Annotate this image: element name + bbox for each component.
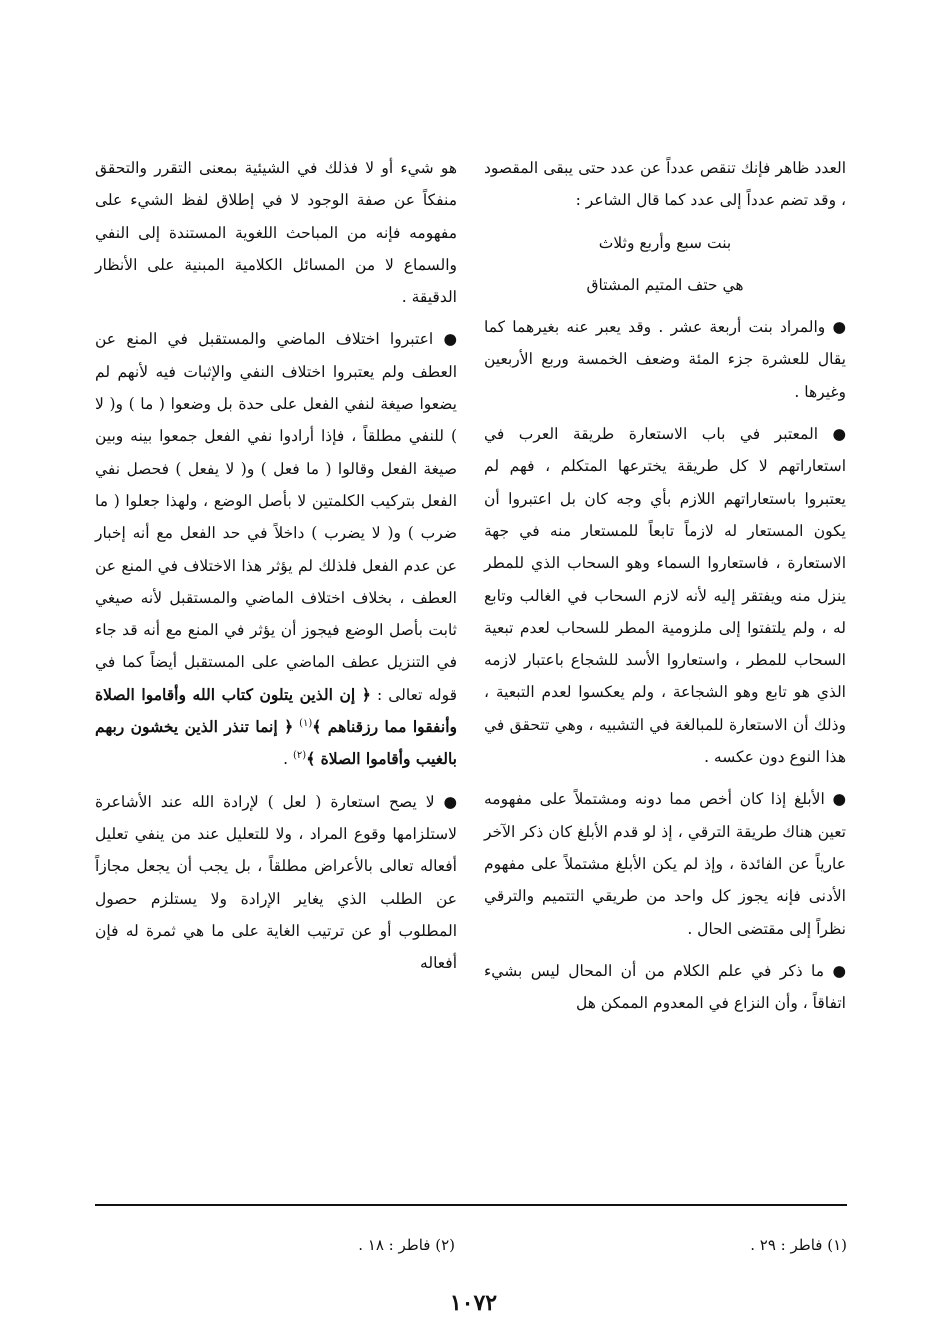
paragraph-eloquence: ● الأبلغ إذا كان أخص مما دونه ومشتملاً على مفهومه تعين هناك طريقة الترقي ، إذ لو قدم الأبلغ كان ذكر الآخر عارياً عن الفائدة ، وإذ لم يكن الأبلغ مشتملاً على مفهوم الأدنى فإنه يجوز كل واحد من طريقي التتميم والترقي نظراً إلى مقتضى الحال . [484,790,846,938]
quran-quote-1: ﴿ إن الذين يتلون كتاب الله وأقاموا الصلاة وأنفقوا مما رزقناهم ﴾ [95,684,457,737]
poem-line-1: بنت سبع وأربع وثلاث [598,233,732,252]
paragraph-thingness: هو شيء أو لا فذلك في الشيئية بمعنى التقرر والتحقق منفكاً عن صفة الوجود لا في إطلاق لفظ الشيء على مفهومه فإنه من المباحث اللغوية المستندة إلى النفي والسماع لا من المسائل الكلامية المبنية على الأنظار الدقيقة . [95,159,457,307]
quran-quote-2: ﴿ إنما تنذر الذين يخشون ربهم بالغيب وأقاموا الصلاة ﴾ [95,717,457,769]
paragraph-tense-difference [95,323,457,775]
footnote-marker-2: (٢) [293,750,307,762]
footnote-2: (٢) فاطر : ١٨ . [358,1236,455,1254]
poem-line-2: هي حتف المتيم المشتاق [586,275,744,294]
left-column [95,152,457,989]
paragraph-metaphor: ● المعتبر في باب الاستعارة طريقة العرب في استعاراتهم لا كل طريقة يخترعها المتكلم ، فهم لم يعتبروا باستعاراتهم اللازم بأي وجه كان بل اعتبروا أن يكون المستعار له لازماً تابعاً للمستعار منه في جهة الاستعارة ، فاستعاروا السماء وهو السحاب الذي للمطر ينزل منه ويفتقر إليه لأنه لازم السحاب في الغالب وتابع له ، ولم يلتفتوا إلى ملزومية المطر للسحاب لعدم تبعية السحاب للمطر ، واستعاروا الأسد للشجاع باعتبار لازمه الذي هو تابع وهو الشجاعة ، ولم يعكسوا لعدم التبعية ، وذلك أن الاستعارة للمبالغة في التشبيه ، وهي تتحقق في هذا النوع دون عكسه . [484,425,846,767]
paragraph-number-meaning: ● والمراد بنت أربعة عشر . وقد يعبر عنه بغيرهما كما يقال للعشرة جزء المئة وضعف الخمسة وربع الأربعين وغيرها . [484,318,846,401]
paragraph-tense-end: . [283,750,294,769]
right-column [484,152,846,1029]
footnote-divider [95,1204,847,1206]
paragraph-intro: العدد ظاهر فإنك تنقص عدداً عن عدد حتى يبقى المقصود ، وقد تضم عدداً إلى عدد كما قال الشاعر : [484,159,846,210]
footnote-1: (١) فاطر : ٢٩ . [750,1236,847,1254]
poem [484,227,846,302]
paragraph-tense-text: ● اعتبروا اختلاف الماضي والمستقبل في المنع عن العطف ولم يعتبروا اختلاف النفي والإثبات فيه لأنهم لم يضعوا صيغة لنفي الفعل على حدة بل وضعوا ( ما ) و( لا ) للنفي مطلقاً ، فإذا أرادوا نفي الفعل جمعوا بينه وبين صيغة الفعل وقالوا ( ما فعل ) و( لا يفعل ) فحصل نفي الفعل بتركيب الكلمتين لا بأصل الوضع ، ولهذا جعلوا ( ما ضرب ) و( لا يضرب ) داخلاً في حد الفعل مع أنه إخبار عن عدم الفعل فلذلك لم يؤثر هذا الاختلاف في المنع عن العطف ، بخلاف اختلاف الماضي والمستقبل لأنه صيغي ثابت بأصل الوضع فيجوز أن يؤثر في المنع مع أنه قد جاء في التنزيل عطف الماضي على المستقبل أيضاً كما في قوله تعالى : [95,330,457,704]
paragraph-la3alla: ● لا يصح استعارة ( لعل ) لإرادة الله عند الأشاعرة لاستلزامها وقوع المراد ، ولا للتعليل عند من ينفي تعليل أفعاله تعالى بالأعراض مطلقاً ، بل يجب أن يجعل مجازاً عن الطلب الذي يغاير الإرادة ولا يستلزم حصول المطلوب أو عن ترتيب الغاية على ما هي ثمرة له فإن أفعاله [95,792,457,973]
page-number: ١٠٧٢ [449,1290,498,1316]
paragraph-impossible: ● ما ذكر في علم الكلام من أن المحال ليس بشيء اتفاقاً ، وأن النزاع في المعدوم الممكن هل [484,961,846,1013]
footnote-marker-1: (١) [299,717,313,729]
